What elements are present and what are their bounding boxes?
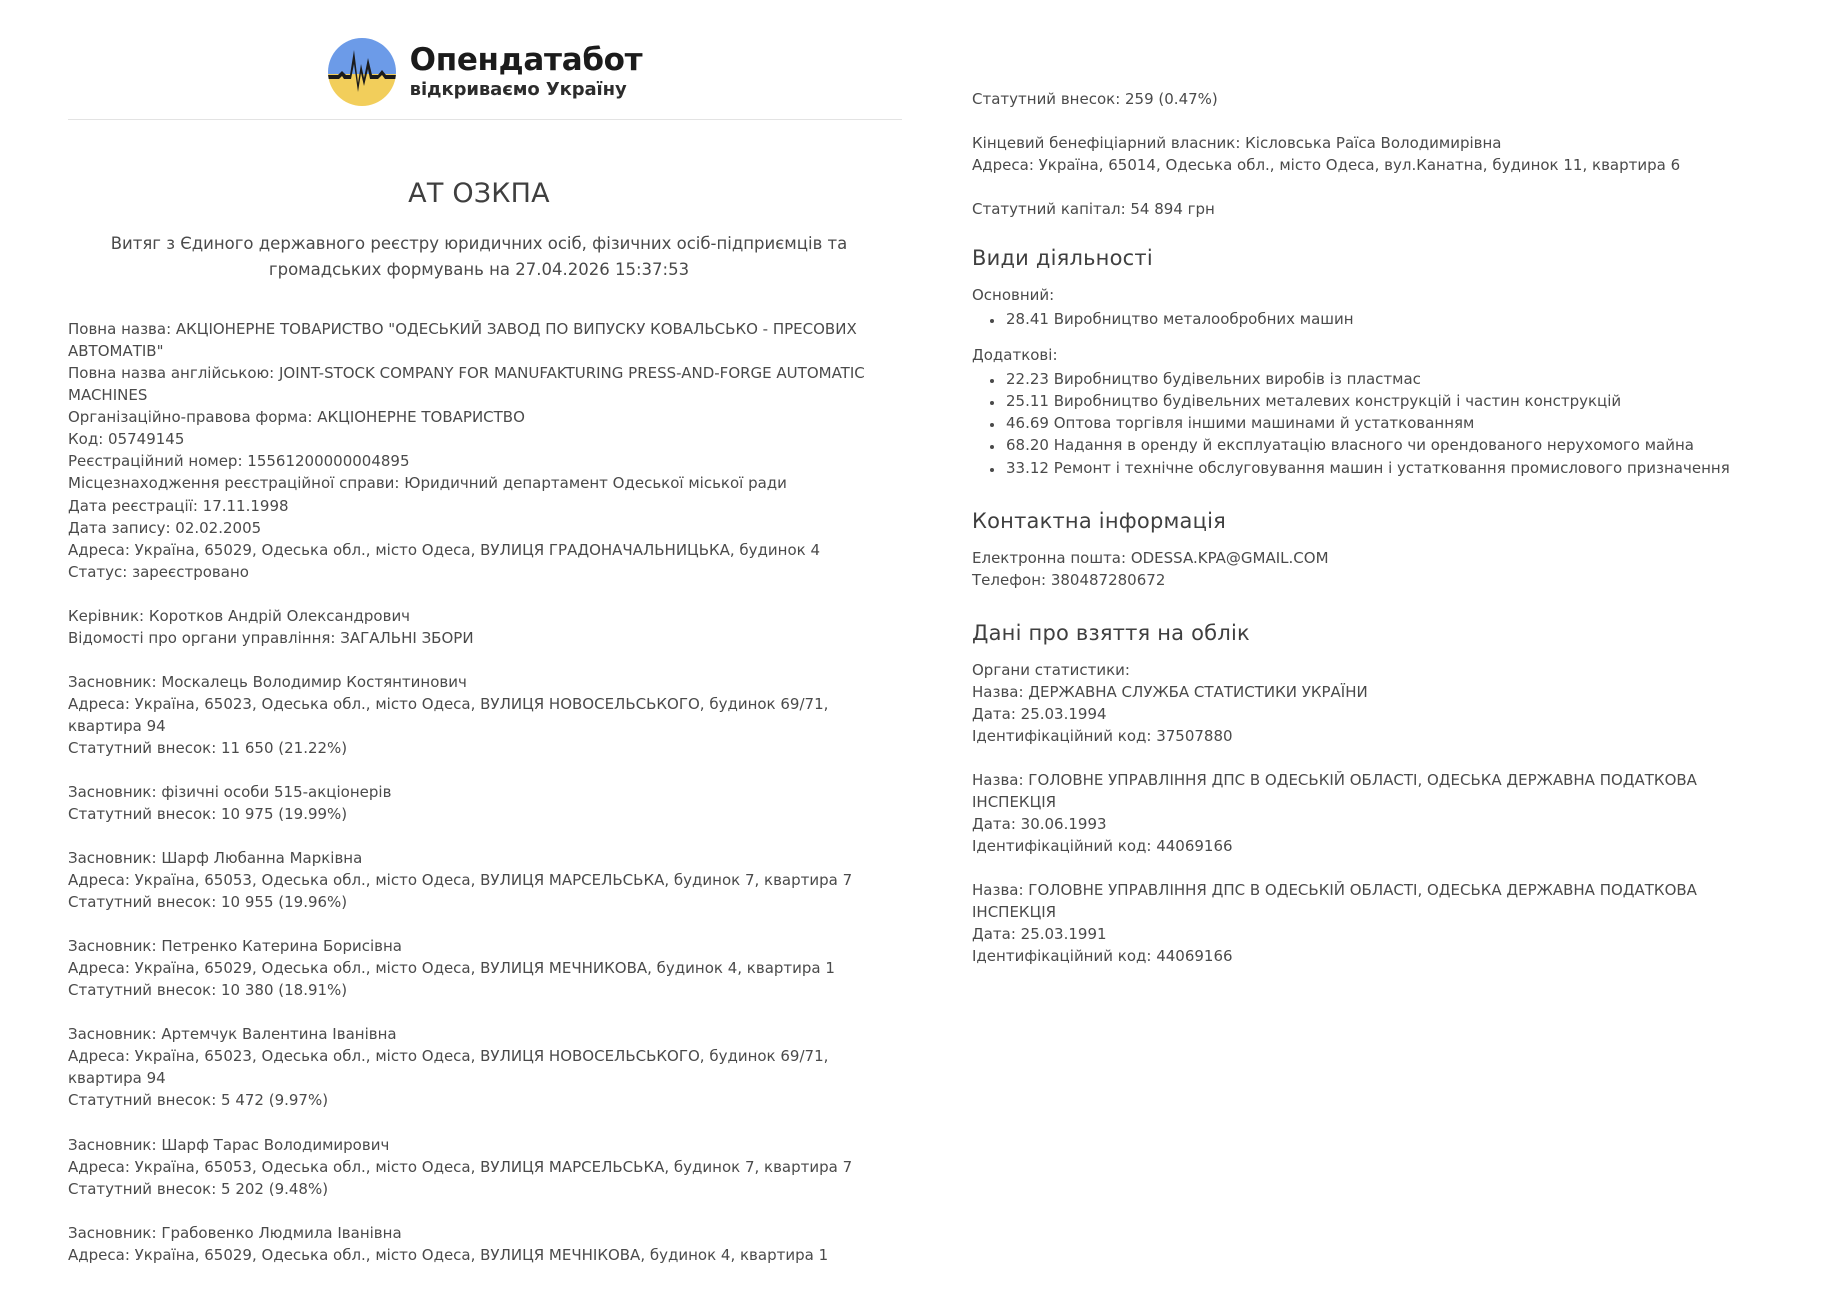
logo-title: Опендатабот: [409, 41, 643, 78]
statistics-authorities-label: Органи статистики:: [972, 660, 1130, 679]
founder-contribution: Статутний внесок: 5 472 (9.97%): [68, 1091, 329, 1110]
list-item: • 68.20 Надання в оренду й експлуатацію власного чи орендованого нерухомого майна: [1004, 434, 1768, 456]
activities-heading: Види діяльності: [972, 246, 1153, 271]
capital-block: [972, 198, 1768, 220]
company-director: Керівник: Коротков Андрій Олександрович: [68, 606, 411, 625]
record-name: Назва: ГОЛОВНЕ УПРАВЛІННЯ ДПС В ОДЕСЬКІЙ ОБЛАСТІ, ОДЕСЬКА ДЕРЖАВНА ПОДАТКОВА ІНСПЕКЦІЯ: [972, 881, 1697, 922]
company-code: Код: 05749145: [68, 430, 185, 449]
record-date: Дата: 25.03.1991: [972, 925, 1107, 944]
founder-address: Адреса: Україна, 65053, Одеська обл., місто Одеса, ВУЛИЦЯ МАРСЕЛЬСЬКА, будинок 7, квартира 7: [68, 871, 853, 890]
document-header: [68, 28, 902, 120]
registration-records-heading: Дані про взяття на облік: [972, 620, 1250, 645]
right-column: [972, 88, 1768, 967]
opendatabot-logo-icon: [328, 38, 396, 106]
company-address: Адреса: Україна, 65029, Одеська обл., місто Одеса, ВУЛИЦЯ ГРАДОНАЧАЛЬНИЦЬКА, будинок 4: [68, 540, 821, 559]
founder-name: Засновник: Артемчук Валентина Іванівна: [68, 1025, 397, 1044]
founder-contribution: Статутний внесок: 11 650 (21.22%): [68, 738, 348, 757]
registration-record-item: [972, 879, 1768, 967]
company-legal-form: Організаційно-правова форма: АКЦІОНЕРНЕ ТОВАРИСТВО: [68, 408, 525, 427]
logo-tagline: відкриваємо Україну: [409, 78, 627, 100]
founder-item: [68, 1023, 890, 1111]
contact-phone[interactable]: Телефон: 380487280672: [972, 570, 1166, 589]
founder-item: [68, 1134, 890, 1200]
status-badge: Статус: зареєстровано: [68, 562, 249, 581]
founder-item: [68, 847, 890, 913]
founder-contribution-continued: [972, 88, 1768, 110]
record-id-code: Ідентифікаційний код: 37507880: [972, 726, 1233, 745]
founder-name: Засновник: Москалець Володимир Костянтинович: [68, 672, 467, 691]
founder-address: Адреса: Україна, 65023, Одеська обл., місто Одеса, ВУЛИЦЯ НОВОСЕЛЬСЬКОГО, будинок 69/71, квартира 94: [68, 1047, 829, 1088]
record-date: Дата: 30.06.1993: [972, 814, 1107, 833]
founder-name: Засновник: Грабовенко Людмила Іванівна: [68, 1223, 402, 1242]
founder-address: Адреса: Україна, 65053, Одеська обл., місто Одеса, ВУЛИЦЯ МАРСЕЛЬСЬКА, будинок 7, квартира 7: [68, 1157, 853, 1176]
founder-contribution: Статутний внесок: 10 955 (19.96%): [68, 893, 348, 912]
company-record-date: Дата запису: 02.02.2005: [68, 518, 262, 537]
founder-address: Адреса: Україна, 65023, Одеська обл., місто Одеса, ВУЛИЦЯ НОВОСЕЛЬСЬКОГО, будинок 69/71, квартира 94: [68, 694, 829, 735]
company-details-block: [68, 318, 890, 583]
company-governing-bodies: Відомості про органи управління: ЗАГАЛЬНІ ЗБОРИ: [68, 628, 474, 647]
founder-item: [68, 935, 890, 1001]
founder-name: Засновник: Шарф Любанна Марківна: [68, 849, 363, 868]
activities-primary-label: Основний:: [972, 286, 1055, 305]
list-item: • 46.69 Оптова торгівля іншими машинами й устаткованням: [1004, 412, 1768, 434]
company-registration-number: Реєстраційний номер: 15561200000004895: [68, 452, 410, 471]
record-name: Назва: ГОЛОВНЕ УПРАВЛІННЯ ДПС В ОДЕСЬКІЙ ОБЛАСТІ, ОДЕСЬКА ДЕРЖАВНА ПОДАТКОВА ІНСПЕКЦІЯ: [972, 770, 1697, 811]
founder-name: Засновник: Шарф Тарас Володимирович: [68, 1135, 390, 1154]
founder-contribution: Статутний внесок: 5 202 (9.48%): [68, 1179, 329, 1198]
beneficiary-owner: Кінцевий бенефіціарний власник: Кісловська Раїса Володимирівна: [972, 134, 1502, 153]
founder-name: Засновник: Петренко Катерина Борисівна: [68, 937, 402, 956]
record-name: Назва: ДЕРЖАВНА СЛУЖБА СТАТИСТИКИ УКРАЇНИ: [972, 682, 1368, 701]
beneficiary-address: Адреса: Україна, 65014, Одеська обл., місто Одеса, вул.Канатна, будинок 11, квартира 6: [972, 156, 1681, 175]
record-id-code: Ідентифікаційний код: 44069166: [972, 947, 1233, 966]
left-column: [68, 178, 890, 1266]
founder-name: Засновник: фізичні особи 515-акціонерів: [68, 782, 392, 801]
logo-wordmark: [409, 41, 643, 100]
beneficiary-block: [972, 132, 1768, 176]
spacer: [972, 330, 1768, 344]
list-item: • 25.11 Виробництво будівельних металевих конструкцій і частин конструкцій: [1004, 390, 1768, 412]
list-item: • 33.12 Ремонт і технічне обслуговування машин і устатковання промислового призначення: [1004, 457, 1768, 479]
company-full-name-en: Повна назва англійською: JOINT-STOCK COMPANY FOR MANUFAKTURING PRESS-AND-FORGE AUTOMATIC MACHINES: [68, 364, 865, 405]
registration-record-item: [972, 659, 1768, 747]
record-id-code: Ідентифікаційний код: 44069166: [972, 836, 1233, 855]
founder-address: Адреса: Україна, 65029, Одеська обл., місто Одеса, ВУЛИЦЯ МЕЧНИКОВА, будинок 4, квартира 1: [68, 959, 835, 978]
record-date: Дата: 25.03.1994: [972, 704, 1107, 723]
company-registration-date: Дата реєстрації: 17.11.1998: [68, 496, 289, 515]
founder-item: [68, 671, 890, 759]
company-file-location: Місцезнаходження реєстраційної справи: Юридичний департамент Одеської міської ради: [68, 474, 787, 493]
list-item: • 28.41 Виробництво металообробних машин: [1004, 308, 1768, 330]
founder-item: [68, 1222, 890, 1266]
list-item: • 22.23 Виробництво будівельних виробів із пластмас: [1004, 368, 1768, 390]
document-subtitle: Витяг з Єдиного державного реєстру юридичних осіб, фізичних осіб-підприємців та громадських формувань на 27.04.2026 15:37:53: [110, 234, 848, 279]
activities-secondary-label: Додаткові:: [972, 346, 1058, 365]
founder-contribution: Статутний внесок: 10 380 (18.91%): [68, 981, 348, 1000]
registration-record-item: [972, 769, 1768, 857]
authorized-capital: Статутний капітал: 54 894 грн: [972, 200, 1215, 219]
founder-item: [68, 781, 890, 825]
page-title: АТ ОЗКПА: [408, 178, 550, 209]
contacts-heading: Контактна інформація: [972, 508, 1226, 533]
company-full-name: Повна назва: АКЦІОНЕРНЕ ТОВАРИСТВО "ОДЕСЬКИЙ ЗАВОД ПО ВИПУСКУ КОВАЛЬСЬКО - ПРЕСОВИХ АВТОМАТІВ": [68, 320, 857, 361]
founder-contribution: Статутний внесок: 259 (0.47%): [972, 90, 1218, 108]
activities-primary-list: [972, 308, 1768, 330]
opendatabot-logo[interactable]: [328, 38, 643, 106]
activities-secondary-list: [972, 368, 1768, 478]
founder-contribution: Статутний внесок: 10 975 (19.99%): [68, 805, 348, 824]
management-block: [68, 605, 890, 649]
founder-address: Адреса: Україна, 65029, Одеська обл., місто Одеса, ВУЛИЦЯ МЕЧНІКОВА, будинок 4, квартира 1: [68, 1245, 829, 1264]
contact-email[interactable]: Електронна пошта: ODESSA.KPA@GMAIL.COM: [972, 548, 1329, 567]
